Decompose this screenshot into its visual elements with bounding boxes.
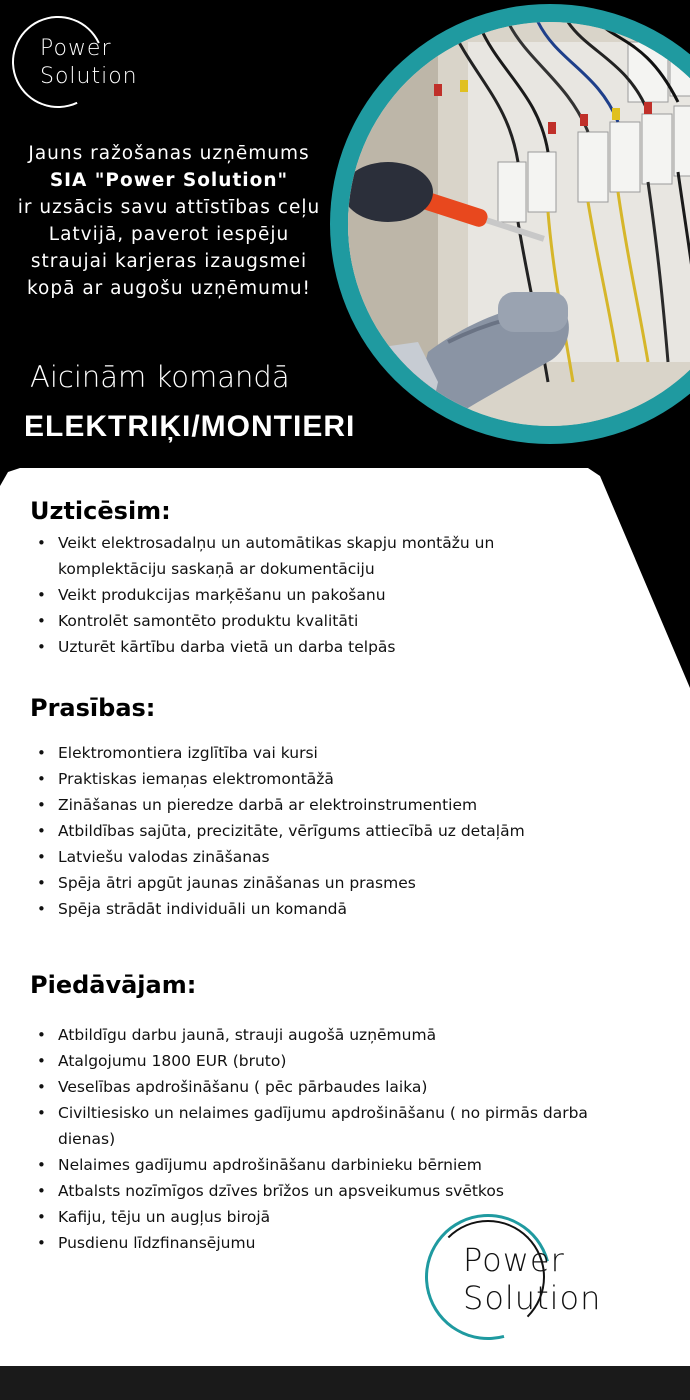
list-item: • Atbalsts nozīmīgos dzīves brīžos un apsveikumus svētkos — [28, 1178, 648, 1204]
requirements-list — [28, 740, 648, 922]
list-item: • Civiltiesisko un nelaimes gadījumu apdrošināšanu ( no pirmās darba dienas) — [28, 1100, 648, 1152]
footer-logo — [425, 1212, 675, 1342]
list-item: • Zināšanas un pieredze darbā ar elektroinstrumentiem — [28, 792, 648, 818]
intro-company: SIA "Power Solution" — [49, 170, 289, 191]
invite-heading: Aicinām komandā — [30, 360, 290, 394]
requirements-section-title: Prasības: — [30, 694, 156, 722]
list-item: • Uzturēt kārtību darba vietā un darba telpās — [28, 634, 558, 660]
list-item: • Elektromontiera izglītība vai kursi — [28, 740, 648, 766]
intro-line-1: Jauns ražošanas uzņēmums — [28, 143, 310, 164]
intro-text — [14, 140, 324, 302]
footer-logo-line-1: Power — [463, 1241, 565, 1279]
list-item: • Pusdienu līdzfinansējumu — [28, 1230, 648, 1256]
list-item: • Atbildīgu darbu jaunā, strauji augošā uzņēmumā — [28, 1022, 648, 1048]
logo-line-2: Solution — [40, 64, 138, 89]
company-logo — [12, 16, 192, 108]
intro-rest: ir uzsācis savu attīstības ceļu Latvijā, paverot iespēju straujai karjeras izaugsmei kopā ar augošu uzņēmumu! — [17, 197, 321, 299]
role-title: ELEKTRIĶI/MONTIERI — [24, 410, 356, 443]
logo-line-1: Power — [40, 36, 112, 61]
list-item: • Latviešu valodas zināšanas — [28, 844, 648, 870]
list-item: • Atalgojumu 1800 EUR (bruto) — [28, 1048, 648, 1074]
trust-section-title: Uzticēsim: — [30, 497, 171, 525]
list-item: • Veselības apdrošināšanu ( pēc pārbaudes laika) — [28, 1074, 648, 1100]
trust-list — [28, 530, 558, 660]
list-item: • Spēja ātri apgūt jaunas zināšanas un prasmes — [28, 870, 648, 896]
list-item: • Veikt elektrosadalņu un automātikas skapju montāžu un komplektāciju saskaņā ar dokumentāciju — [28, 530, 558, 582]
list-item: • Nelaimes gadījumu apdrošināšanu darbinieku bērniem — [28, 1152, 648, 1178]
list-item: • Atbildības sajūta, precizitāte, vērīgums attiecībā uz detaļām — [28, 818, 648, 844]
footer-logo-line-2: Solution — [463, 1279, 602, 1317]
offer-section-title: Piedāvājam: — [30, 971, 197, 999]
list-item: • Veikt produkcijas marķēšanu un pakošanu — [28, 582, 558, 608]
list-item: • Kafiju, tēju un augļus birojā — [28, 1204, 648, 1230]
bottom-bar — [0, 1366, 690, 1400]
list-item: • Kontrolēt samontēto produktu kvalitāti — [28, 608, 558, 634]
list-item: • Praktiskas iemaņas elektromontāžā — [28, 766, 648, 792]
list-item: • Spēja strādāt individuāli un komandā — [28, 896, 648, 922]
logo-ring-icon — [0, 3, 117, 121]
